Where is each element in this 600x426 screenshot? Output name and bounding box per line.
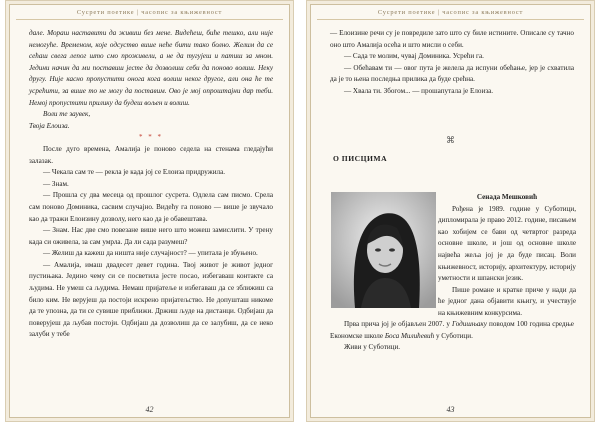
text-paragraph: — Знам. Нас две смо повезане више него што можеш замислити. У трену када си оживела, за сам умрла. Да ли сада разумеш? — [29, 226, 273, 246]
text-paragraph: После дуго времена, Амалија је поново седела на стенама гледајући залазак. — [29, 144, 273, 165]
text-paragraph: — Хвала ти. Збогом... — прошапутала је Елоиза. — [344, 86, 494, 95]
left-page — [9, 4, 290, 418]
text-paragraph: — Прошла су два месеца од прошлог сусрета. Одлела сам писмо. Срела сам поново Доминика, сасвим случајно. Видећу га поново — више је звучало као да тражи Елоизину дозволу, него као да је обавештава. — [29, 191, 273, 223]
text-paragraph: — Елоизине речи су је повредиле зато што су биле истините. Описале су тачно оно што Амалија осећа и што мисли о себи. — [330, 29, 574, 49]
page-number: 43 — [446, 405, 455, 414]
text-paragraph: — Сада те молим, чувај Доминика. Усрећи га. — [344, 52, 484, 61]
author-bio-text: Рођена је 1989. године у Суботици, дипломирала је право 2012. године, писањем као хобијем се бави од четвртог разреда основне школе, и још од основне школе највећа жеља јој је да буде писац. Воли књижевност, историју, архитектуру, историју уметности и шпански језик. — [438, 204, 576, 283]
author-name: Сенада Мешковић — [476, 193, 538, 201]
text-paragraph: — Обећавам ти — овог пута је желела да испуни обећање, јер је схватила да је то њена последња прилика да буде срећна. — [330, 63, 574, 84]
text-paragraph: Твоја Елоиза. — [29, 121, 70, 130]
right-page-text — [330, 28, 574, 98]
text-paragraph: дале. Мораш наставити да живиш без мене. Видећеш, биће тешко, али није немогуће. Временом, које одсуство више неће бити тако болно. Желим да се сећаш свега лепог што смо проживели, а не да тугујеш и патиш за мном. Једини начин да ми поставиш јесте да дозволиш себи да поново волиш. Неку другу. Није касно пропустити онога кога волиш неког другог, али она ће те усрећити, за вишe то не могу да поставим. Ово је мој опроштајни дар теби. Немој пропустити прилику да будеш вољен и волиш. — [29, 29, 273, 107]
author-photo — [331, 192, 436, 308]
author-bio-text-2: Пише романе и кратке приче у нади да ће једног дана објавити књигу, и учествује на књижевним конкурсима. — [438, 285, 576, 317]
author-bio — [438, 192, 576, 320]
text-paragraph: — Чекала сам те — рекла је када јој се Елоиза придружила. — [43, 168, 226, 177]
page-number: 42 — [145, 405, 154, 414]
author-bio-publication: Прва прича јој је објављен 2007. у Годишњаку поводом 100 година средње Економске школе Бoса Милићевић у Суботици. — [330, 320, 574, 340]
section-divider-symbol: ⌘ — [446, 135, 455, 145]
text-paragraph: — Знам. — [43, 179, 69, 188]
page-header: Сусрети поетике | часопис за књижевност — [16, 9, 283, 20]
text-paragraph: * * * — [139, 133, 163, 142]
section-title: О ПИСЦИМА — [333, 154, 388, 163]
page-header: Сусрети поетике | часопис за књижевност — [317, 9, 584, 20]
right-page — [310, 4, 591, 418]
author-bio-continued — [330, 319, 574, 354]
text-paragraph: — Амалија, имаш двадесет девет година. Твој живот је живот једног пустињака. Једино чему си се посветила јесте посао, избегаваш контакте са људима. Не умеш са људима. Немаш пријатеље и избегаваш да се зближиш са било ким. Не верујеш да постоји искрено пријатељство. Не допушташ никоме да те упозна, да ти се сувише приближи. Држиш људе на дистанци. Одбијаш да поверујеш да љубав постоји. Одбијаш да дозволиш да се залубиш, да се неко залуби у тебе — [29, 260, 273, 339]
text-paragraph: — Желиш да кажеш да ништа није случајност? — упитала је збуњено. — [43, 249, 258, 258]
left-page-text — [29, 28, 273, 341]
text-paragraph: Воли те заувек, — [43, 110, 91, 119]
author-bio-residence: Живи у Суботици. — [344, 343, 401, 352]
